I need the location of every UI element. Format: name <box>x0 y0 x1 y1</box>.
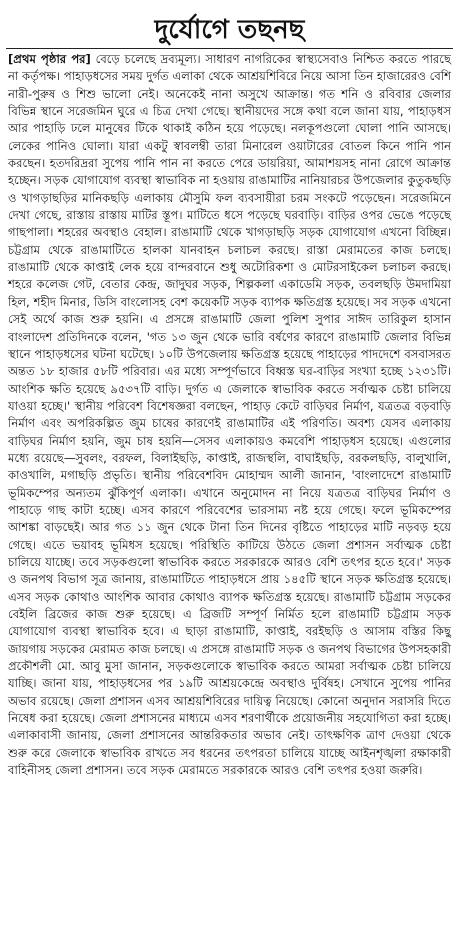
cropped-masthead-strip <box>6 0 453 14</box>
article-body-text: বেড়ে চলেছে দ্রব্যমূল্য। সাধারণ নাগরিকের স্বাস্থ্যসেবাও নিশ্চিত করতে পারছে না কর্তৃপক্ষ। পাহাড়ধসের সময় দুর্গত এলাকা থেকে আশ্রয়শিবিরে নিয়ে আসা তিন হাজারেরও বেশি নারী-পুরুষ ও শিশু ভালো নেই। অনেকেই নানা অসুখে আক্রান্ত। গত শনি ও রবিবার জেলার বিভিন্ন স্থানে সরেজমিন ঘুরে এ চিত্র দেখা গেছে। স্থানীয়দের সঙ্গে কথা বলে জানা যায়, পাহাড়ধস আর পাহাড়ি ঢলে মানুষের টিকে থাকাই কঠিন হয়ে পড়েছে। নলকূপগুলো ঘোলা পানি আসছে। লেকের পানিও ঘোলা। যারা একটু স্বাবলম্বী তারা মিনারেল ওয়াটারের বোতল কিনে পানি পান করছেন। হতদরিদ্ররা সুপেয় পানি পান না করতে পেরে ডায়রিয়া, আমাশয়সহ নানা রোগে আক্রান্ত হচ্ছেন। সড়ক যোগাযোগ ব্যবস্থা স্বাভাবিক না হওয়ায় রাঙামাটির নানিয়ারচর উপজেলার কুতুকছড়ি ও খাগড়াছড়ির মানিকছড়ি এলাকায় মৌসুমি ফল ব্যবসায়ীরা চরম সংকটে পড়েছেন। সরেজমিনে দেখা গেছে, রাস্তায় রাস্তায় মাটির স্তূপ। মাটিতে ধসে পড়েছে ঘরবাড়ি। বাড়ির ওপর ভেঙে পড়েছে গাছপালা। শহরের অবস্থাও বেহাল। রাঙামাটি থেকে খাগড়াছড়ি সড়ক যোগাযোগ এখনো বিচ্ছিন্ন। চট্টগ্রাম থেকে রাঙামাটিতে হালকা যানবাহন চলাচল করছে। রাস্তা মেরামতের কাজ চলছে। রাঙামাটি থেকে কাপ্তাই লেক হয়ে বান্দরবানে শুধু অটোরিকশা ও মোটরসাইকেল চলাচল করছে। শহরে কলেজ গেট, বেতার কেন্দ্র, জাদুঘর সড়ক, শিল্পকলা একাডেমি সড়ক, তবলছড়ি উমদামিয়া হিল, শহীদ মিনার, ডিসি বাংলোসহ বেশ কয়েকটি সড়ক ব্যাপক ক্ষতিগ্রস্ত হয়েছে। সব সড়ক এখনো সেই অর্থে কাজ শুরু হয়নি। এ প্রসঙ্গে রাঙামাটি জেলা পুলিশ সুপার সাঈদ তারিকুল হাসান বাংলাদেশ প্রতিদিনকে বলেন, 'গত ১৩ জুন থেকে ভারি বর্ষণের কারণে রাঙামাটি জেলার বিভিন্ন স্থানে পাহাড়ধসের ঘটনা ঘটেছে। ১০টি উপজেলায় ক্ষতিগ্রস্ত হয়েছে পাহাড়ের পাদদেশে বসবাসরত অন্তত ১৮ হাজার ৫৮টি পরিবার। এর মধ্যে সম্পূর্ণভাবে বিধ্বস্ত ঘর-বাড়ির সংখ্যা হচ্ছে ১২৩১টি। আংশিক ক্ষতি হয়েছে ৯৫৩৭টি বাড়ি। দুর্গত এ জেলাকে স্বাভাবিক করতে সর্বাত্মক চেষ্টা চালিয়ে যাওয়া হচ্ছে।' স্থানীয় পরিবেশ বিশেষজ্ঞরা বলছেন, পাহাড় কেটে বাড়িঘর নির্মাণ, যত্রতত্র বড়বাড়ি নির্মাণ এবং অপরিকল্পিত জুম চাষের কারণেই রাঙামাটির এই পরিণতি। অবশ্য যেসব এলাকায় বাড়িঘর নির্মাণ হয়নি, জুম চাষ হয়নি—সেসব এলাকায়ও কমবেশি পাহাড়ধস হয়েছে। এগুলোর মধ্যে রয়েছে—সুবলং, বরফল, বিলাইছড়ি, কাপ্তাই, রাজস্থলি, বাঘাইছড়ি, বরকলছড়ি, বালুখালি, কাওখালি, মগাছড়ি প্রভৃতি। স্থানীয় পরিবেশবিদ মোহাম্মদ আলী জানান, 'বাংলাদেশে রাঙামাটি ভূমিকম্পের অন্যতম ঝুঁকিপূর্ণ এলাকা। এখানে অনুমোদন না নিয়ে যত্রতত্র বাড়িঘর নির্মাণ ও পাহাড়ে গাছ কাটা হচ্ছে। এসব কারণে পরিবেশের ভারসাম্য নষ্ট হয়ে গেছে। ফলে ভূমিকম্পের আশঙ্কা বাড়ছেই। আর গত ১১ জুন থেকে টানা তিন দিনের বৃষ্টিতে পাহাড়ের মাটি নড়বড় হয়ে গেছে। এতে ভয়াবহ ভূমিধস হয়েছে। পরিস্থিতি কাটিয়ে উঠতে জেলা প্রশাসন সর্বাত্মক চেষ্টা চালিয়ে যাচ্ছে। তবে সড়কগুলো স্বাভাবিক করতে সরকারকে আরও বেশি তৎপর হতে হবে।' সড়ক ও জনপথ বিভাগ সূত্র জানায়, রাঙামাটিতে পাহাড়ধসে প্রায় ১৪৫টি স্থানে সড়ক ক্ষতিগ্রস্ত হয়েছে। এসব সড়ক কোথাও আংশিক আবার কোথাও ব্যাপক ক্ষতিগ্রস্ত হয়েছে। রাঙামাটি চট্টগ্রাম সড়কের বেইলি ব্রিজের কাজ শুরু হয়েছে। এ ব্রিজটি সম্পূর্ণ নির্মিত হলে রাঙামাটি চট্টগ্রাম সড়ক যোগাযোগ ব্যবস্থা স্বাভাবিক হবে। এ ছাড়া রাঙামাটি, কাপ্তাই, বরইছড়ি ও আসাম বস্তির কিছু জায়গায় সড়কের মেরামত কাজ চলছে। এ প্রসঙ্গে রাঙামাটি সড়ক ও জনপথ বিভাগের উপসহকারী প্রকৌশলী মো. আবু মুসা জানান, সড়কগুলোকে স্বাভাবিক করতে আমরা সর্বাত্মক চেষ্টা চালিয়ে যাচ্ছি। জানা যায়, পাহাড়ধসের পর ১৯টি আশ্রয়কেন্দ্রে অবস্থাও দুর্বিষহ। সেখানে সুপেয় পানির অভাব রয়েছে। জেলা প্রশাসন এসব আশ্রয়শিবিরের দায়িত্ব নিয়েছে। কোনো অনুদান সরাসরি দিতে নিষেধ করা হয়েছে। জেলা প্রশাসনের মাধ্যমে এসব শরণার্থীকে প্রয়োজনীয় সহযোগিতা করা হচ্ছে। এলাকাবাসী জানায়, জেলা প্রশাসনের আন্তরিকতার অভাব নেই। তাৎক্ষণিক ত্রাণ দেওয়া থেকে শুরু করে জেলাকে স্বাভাবিক রাখতে সব ধরনের তৎপরতা চালিয়ে যাচ্ছে আইনশৃঙ্খলা রক্ষাকারী বাহিনীসহ জেলা প্রশাসন। তবে সড়ক মেরামতে সরকারকে আরও বেশি তৎপর হওয়া জরুরি। <box>8 52 451 778</box>
continued-from-label: [প্রথম পৃষ্ঠার পর] <box>8 52 91 66</box>
article-headline: দুর্যোগে তছনছ <box>154 15 305 45</box>
article-body <box>6 51 453 779</box>
headline-divider <box>6 48 453 49</box>
